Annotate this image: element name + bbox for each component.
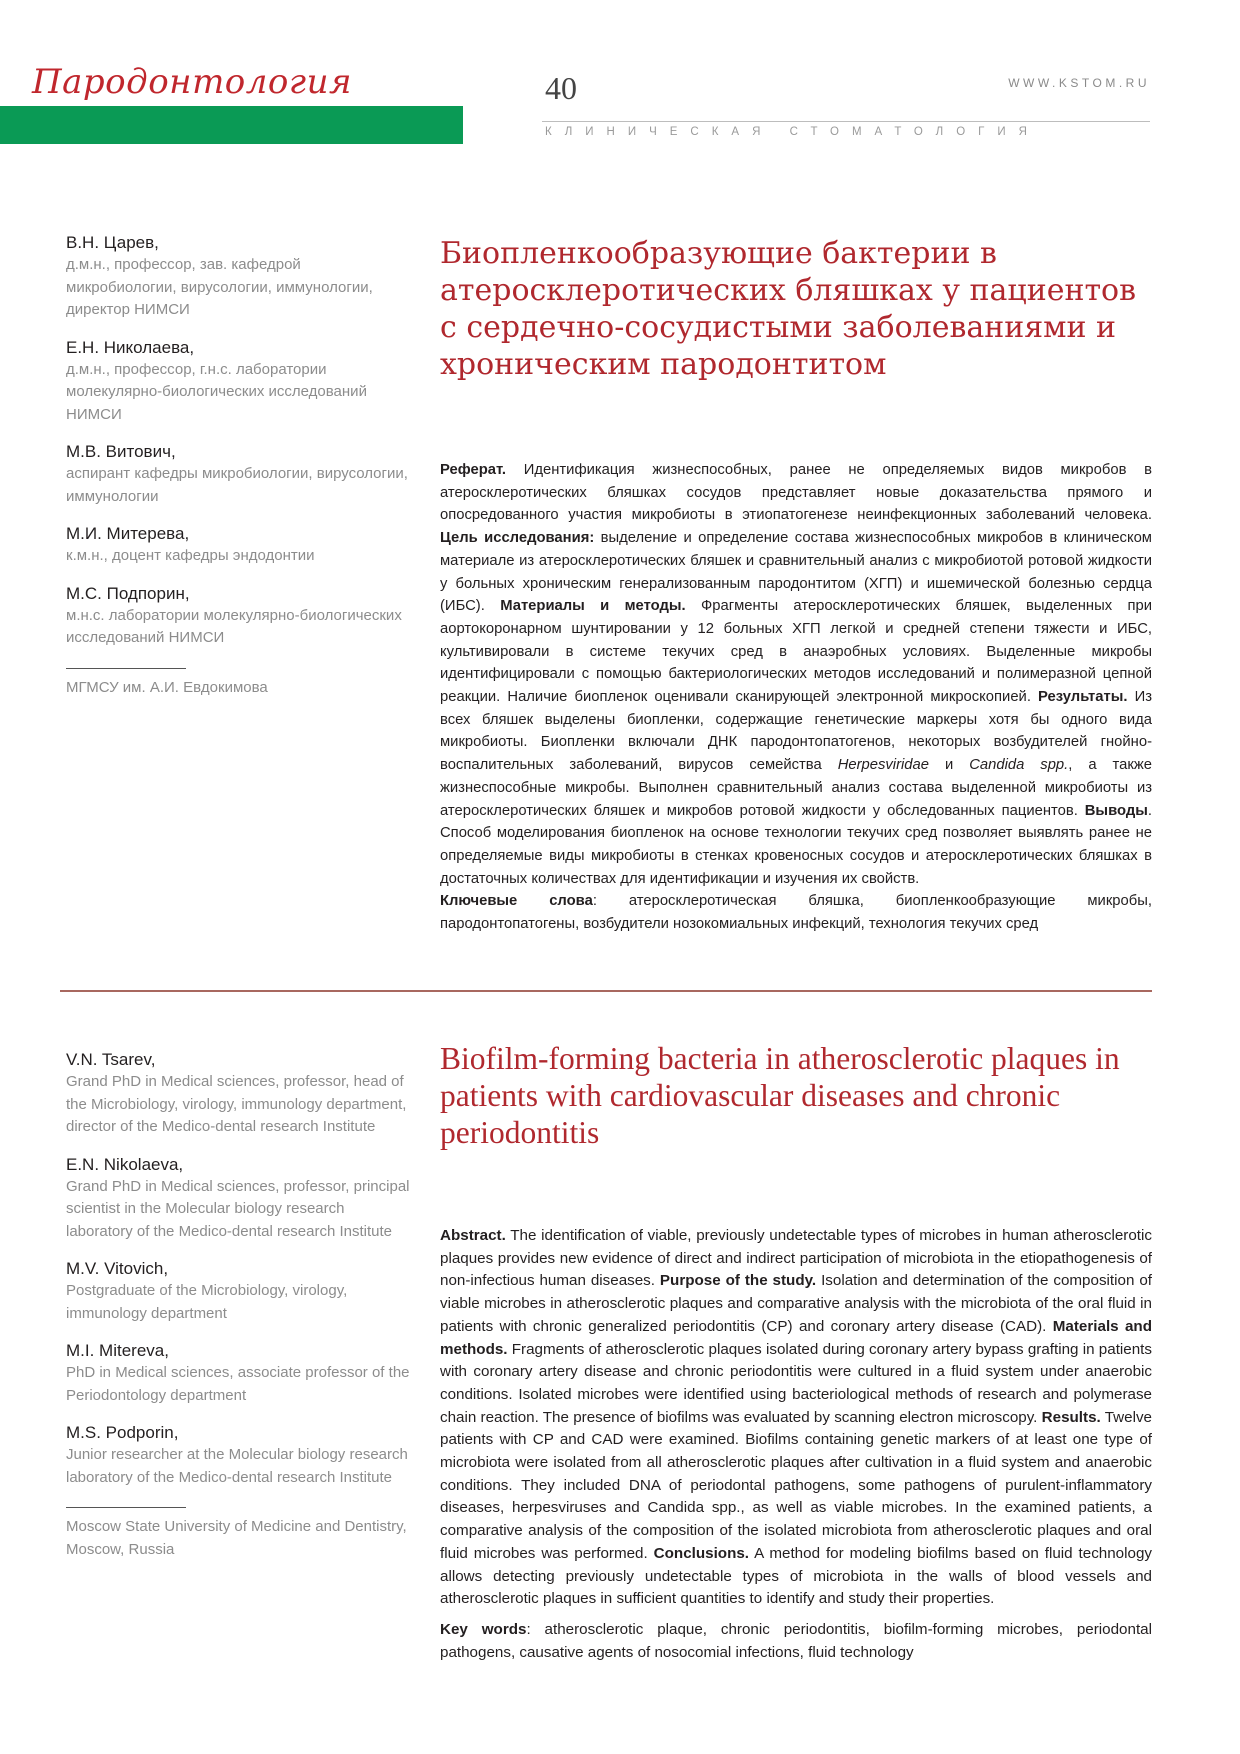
conclusions-text: A method for modeling biofilms based on fluid technology allows detecting previously undetectable types of microbiota in the walls of blood vessels and atherosclerotic plaques in sufficient quantities to identify and study their properties. (440, 1544, 1152, 1608)
author-description: к.м.н., доцент кафедры эндодонтии (66, 547, 315, 564)
author-name: V.N. Tsarev, (66, 1050, 156, 1069)
conclusions-label: Conclusions. (653, 1544, 750, 1562)
conclusions-text: . Способ моделирования биопленок на основе технологии текучих сред позволяет выявлять ранее не определяемые виды микробиоты в стенках кровеносных сосудов и атеросклеротических бляшках в достаточных количествах для идентификации и изучения их свойств. (440, 802, 1152, 887)
language-divider (60, 990, 1152, 992)
author-name: М.С. Подпорин, (66, 583, 190, 603)
article-title-en: Biofilm-forming bacteria in atherosclerotic plaques in patients with cardiovascular diseases and chronic periodontitis (440, 1041, 1120, 1150)
purpose-text: Isolation and determination of the composition of viable microbes in atherosclerotic plaques and comparative analysis with the microbiota of the oral fluid in patients with chronic generalized periodontitis (CP) and coronary artery disease (CAD). (440, 1272, 1152, 1335)
author-name: Е.Н. Николаева, (66, 337, 195, 357)
article-title-ru: Биопленкообразующие бактерии в атеросклеротических бляшках у пациентов с сердечно-сосудистыми заболеваниями и хроническим пародонтитом (440, 236, 1136, 382)
abstract-label: Abstract. (440, 1227, 506, 1244)
author-en (66, 1153, 411, 1244)
abstract-text: The identification of viable, previously undetectable types of microbes in human atherosclerotic plaques provides new evidence of direct and indirect participation of microbiota in the etiopathogenesis of non-infectious human diseases. (440, 1227, 1152, 1290)
methods-label: Материалы и методы. (500, 598, 686, 615)
aim-label: Цель исследования: (440, 530, 595, 547)
section-title: Пародонтология (32, 62, 352, 102)
keywords-text: : atherosclerotic plaque, chronic periodontitis, biofilm-forming microbes, periodontal pathogens, causative agents of nosocomial infections, fluid technology (440, 1620, 1152, 1661)
author-description: аспирант кафедры микробиологии, вирусологии, иммунологии (66, 465, 408, 505)
referat-text: Идентификация жизнеспособных, ранее не определяемых видов микробов в атеросклеротических бляшках сосудов представляет новые доказательства прямого и опосредованного участия микробиоты в этиопатогенезе неинфекционных заболеваний человека. (440, 462, 1152, 524)
author-name: E.N. Nikolaeva, (66, 1154, 184, 1174)
results-italic-candida: Candida spp. (969, 757, 1069, 774)
author-ru (66, 522, 411, 568)
author-name: М.И. Митерева, (66, 524, 190, 543)
author-name: M.I. Mitereva, (66, 1341, 169, 1360)
author-en (66, 1339, 411, 1407)
author-name: M.V. Vitovich, (66, 1259, 169, 1278)
affiliation: МГМСУ им. А.И. Евдокимова (66, 678, 268, 696)
abstract-ru (440, 459, 1152, 936)
affiliation: Moscow State University of Medicine and Dentistry, Moscow, Russia (66, 1518, 407, 1558)
results-text: и (929, 757, 970, 774)
keywords (440, 1619, 1152, 1664)
author-description: PhD in Medical sciences, associate professor of the Periodontology department (66, 1364, 410, 1404)
author-ru (66, 582, 411, 650)
results-italic-herpesviridae: Herpesviridae (837, 757, 929, 774)
author-description: д.м.н., профессор, г.н.с. лаборатории молекулярно-биологических исследований НИМСИ (66, 360, 367, 423)
header-rule (542, 121, 1150, 122)
keywords-label: Key words (440, 1620, 527, 1638)
results-text: , а также жизнеспособные микробы. Выполнен сравнительный анализ состава выделенной микробиоты из атеросклеротических бляшек и микробов ротовой жидкости у обследованных пациентов. (440, 757, 1152, 819)
author-ru (66, 231, 411, 322)
author-description: д.м.н., профессор, зав. кафедрой микробиологии, вирусологии, иммунологии, директор НИМСИ (66, 256, 373, 318)
author-en (66, 1421, 411, 1489)
results-text: Twelve patients with CP and CAD were examined. Biofilms containing genetic markers of at least one type of microbiota were isolated from all atherosclerotic plaques after cultivation in a fluid system and anaerobic conditions. They included DNA of periodontal pathogens, some pathogens of purulent-inflammatory diseases, herpesviruses and Candida spp., as well as viable microbes. In the examined patients, a comparative analysis of the composition of the isolated microbiota from atherosclerotic plaques and oral fluid microbes was performed. (440, 1408, 1152, 1562)
results-label: Результаты. (1038, 689, 1128, 706)
results-text: Из всех бляшек выделены биопленки, содержащие генетические маркеры хотя бы одного вида микробиоты. Биопленки включали ДНК пародонтопатогенов, некоторых возбудителей гнойно-воспалительных заболеваний, вирусов семейства (440, 689, 1152, 774)
methods-label: Materials and methods. (440, 1317, 1152, 1358)
author-ru (66, 336, 411, 427)
author-description: Junior researcher at the Molecular biology research laboratory of the Medico-dental research Institute (66, 1446, 408, 1486)
methods-text: Fragments of atherosclerotic plaques isolated during coronary artery bypass grafting in patients with coronary artery disease and chronic periodontitis were cultured in a fluid system under anaerobic conditions. Isolated microbes were identified using bacteriological methods of research and polymerase chain reaction. The presence of biofilms was evaluated by scanning electron microscopy. (440, 1340, 1152, 1426)
author-en (66, 1048, 411, 1139)
author-description: Grand PhD in Medical sciences, professor, head of the Microbiology, virology, immunology department, director of the Medico-dental research Institute (66, 1073, 407, 1135)
author-name: M.S. Podporin, (66, 1423, 179, 1442)
section-color-bar (0, 106, 463, 144)
results-label: Results. (1041, 1408, 1101, 1426)
author-name: М.В. Витович, (66, 442, 176, 461)
author-name: В.Н. Царев, (66, 233, 159, 252)
referat-label: Реферат. (440, 462, 507, 478)
methods-text: Фрагменты атеросклеротических бляшек, выделенных при аортокоронарном шунтировании у 12 больных ХГП легкой и средней степени тяжести и ИБС, культивировали в системе текучих сред в анаэробных условиях. Выделенные микробы идентифицировали с помощью бактериологических методов исследований и полимеразной цепной реакции. Наличие биопленок оценивали сканирующей электронной микроскопией. (440, 598, 1152, 706)
site-url: WWW.KSTOM.RU (1008, 76, 1150, 90)
author-ru (66, 440, 411, 508)
author-description: Postgraduate of the Microbiology, virology, immunology department (66, 1282, 348, 1322)
keywords-text: : атеросклеротическая бляшка, биопленкообразующие микробы, пародонтопатогены, возбудители нозокомиальных инфекций, технология текучих сред (440, 893, 1152, 933)
aim-text: выделение и определение состава жизнеспособных микробов в клиническом материале из атеросклеротических бляшек и сравнительный анализ с микробиотой ротовой жидкости у больных хроническим генерализованным пародонтитом (ХГП) и ишемической болезнью сердца (ИБС). (440, 530, 1152, 615)
affiliation-rule (66, 668, 186, 669)
abstract-en (440, 1225, 1152, 1664)
journal-name: КЛИНИЧЕСКАЯ СТОМАТОЛОГИЯ (545, 126, 1040, 138)
author-description: Grand PhD in Medical sciences, professor, principal scientist in the Molecular biology research laboratory of the Medico-dental research Institute (66, 1177, 410, 1240)
authors-ru (66, 231, 411, 699)
authors-en (66, 1048, 411, 1561)
keywords-label: Ключевые слова (440, 893, 593, 910)
author-en (66, 1257, 411, 1325)
author-description: м.н.с. лаборатории молекулярно-биологических исследований НИМСИ (66, 606, 402, 646)
purpose-label: Purpose of the study. (659, 1272, 817, 1290)
affiliation-rule (66, 1507, 186, 1508)
page-number: 40 (545, 70, 577, 106)
conclusions-label: Выводы (1084, 802, 1148, 819)
